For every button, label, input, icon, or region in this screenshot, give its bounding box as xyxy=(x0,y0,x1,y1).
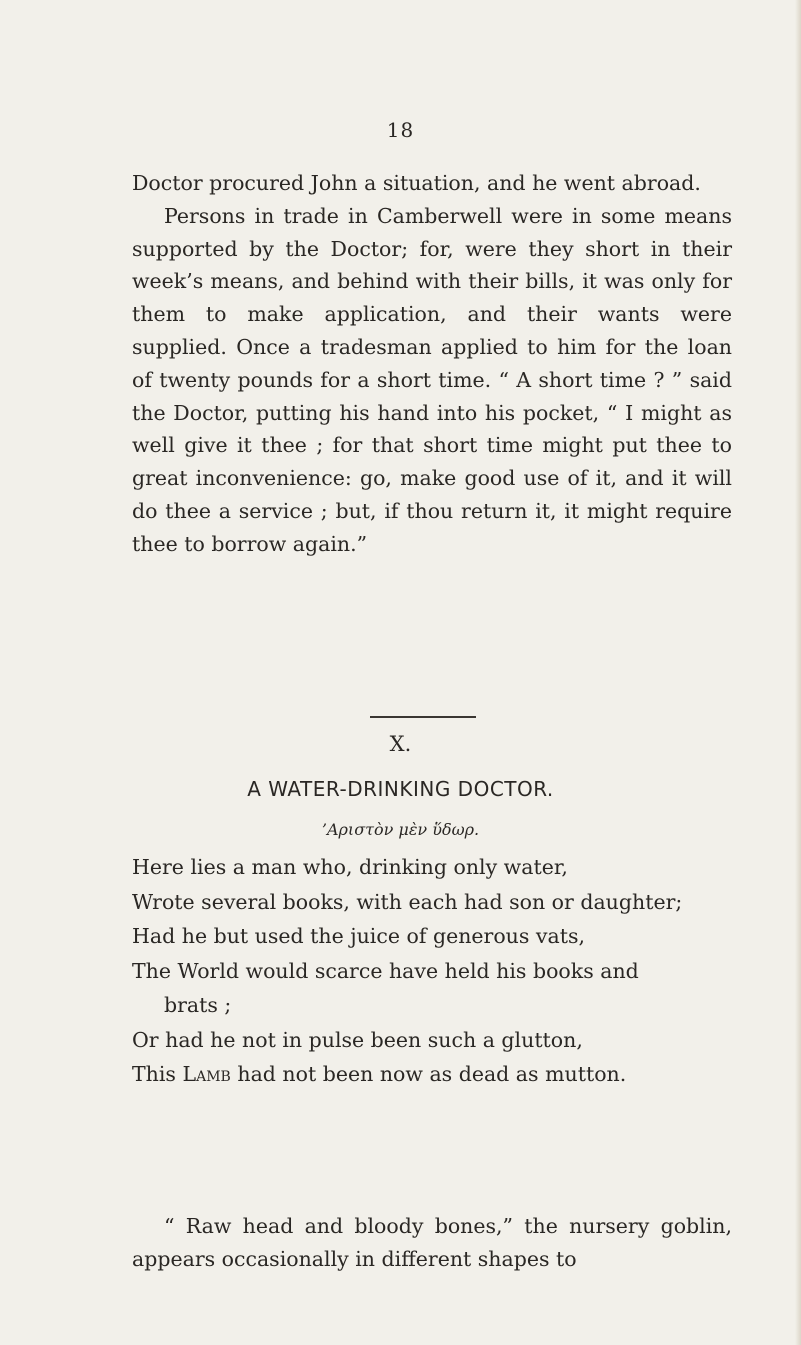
bottom-prose xyxy=(132,1210,732,1276)
verse-line-1: Here lies a man who, drinking only water, xyxy=(132,855,568,879)
top-prose xyxy=(132,167,732,561)
author-name-lamb: Lamb xyxy=(182,1062,231,1086)
section-heading: A WATER-DRINKING DOCTOR. xyxy=(247,777,554,801)
section-divider-rule xyxy=(370,716,476,718)
page-number: 18 xyxy=(386,118,415,142)
verse-line-6-start: This xyxy=(132,1062,183,1086)
verse-line-2: Wrote several books, with each had son or daughter; xyxy=(132,889,683,914)
section-numeral: X. xyxy=(389,732,412,756)
verse-line-6 xyxy=(132,1057,742,1092)
verse-line-4-turnover: brats ; xyxy=(164,993,232,1017)
paragraph-1: Doctor procured John a situation, and he went abroad. xyxy=(132,171,701,195)
verse-line-4: The World would scarce have held his books and xyxy=(132,958,639,983)
verse-line-5: Or had he not in pulse been such a glutton, xyxy=(132,1027,583,1052)
verse-line-6-end: had not been now as dead as mutton. xyxy=(230,1062,627,1086)
verse-line-3: Had he but used the juice of generous vats, xyxy=(132,924,585,948)
greek-epigraph: ’Αριστὸν μὲν ὕδωρ. xyxy=(321,820,480,839)
page-edge-shadow xyxy=(795,0,801,1345)
paragraph-3: “ Raw head and bloody bones,” the nursery goblin, appears occasionally in different shapes to xyxy=(132,1214,732,1271)
paragraph-2: Persons in trade in Camberwell were in some means supported by the Doctor; for, were they short in their week’s means, and behind with their bills, it was only for them to make application, and their wants were supplied. Once a tradesman applied to him for the loan of twenty pounds for a short time. “ A short time ? ” said the Doctor, putting his hand into his pocket, “ I might as well give it thee ; for that short time might put thee to great inconvenience: go, make good use of it, and it will do thee a service ; but, if thou return it, it might require thee to borrow again.” xyxy=(132,203,732,556)
epitaph-verse xyxy=(132,850,742,1092)
